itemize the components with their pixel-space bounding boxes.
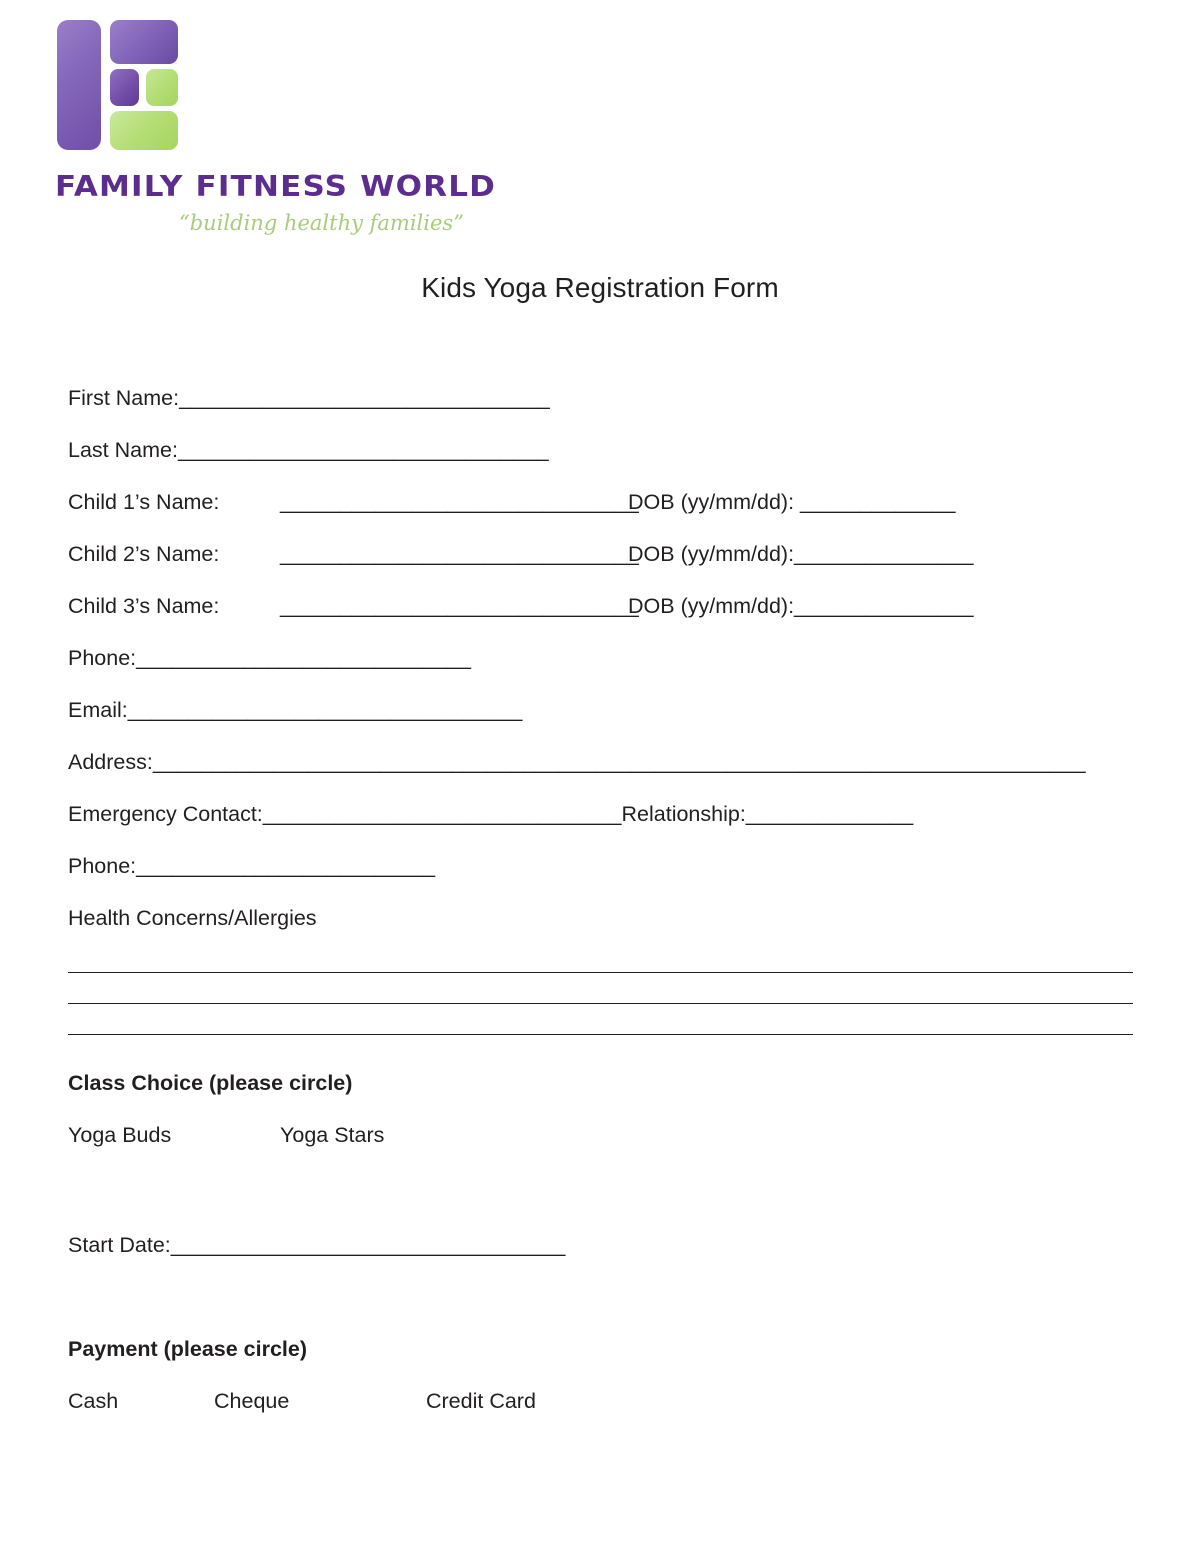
health-concerns-label: Health Concerns/Allergies (68, 906, 317, 930)
logo-tile-small-purple (110, 69, 139, 106)
address-label: Address: (68, 750, 153, 774)
last-name-input-rule[interactable]: _______________________________ (177, 438, 549, 462)
child-1-dob-input-rule[interactable]: _____________ (794, 490, 956, 514)
class-choice-options (68, 1123, 1138, 1175)
relationship-label: Relationship: (621, 802, 746, 826)
field-row-address (68, 752, 1138, 804)
address-input-rule[interactable]: ______________________________________________________________________________ (152, 750, 1086, 774)
health-concerns-line-2[interactable] (68, 1003, 1133, 1004)
first-name-input-rule[interactable]: _______________________________ (179, 386, 550, 410)
child-3-dob-input-rule[interactable]: _______________ (794, 594, 974, 618)
logo-mark-icon (55, 18, 180, 151)
company-logo (55, 18, 497, 235)
child-1-name-label: Child 1’s Name: (68, 490, 220, 514)
class-option-yoga-stars[interactable]: Yoga Stars (280, 1123, 385, 1147)
field-row-emergency-phone (68, 856, 1138, 908)
logo-tile-small-green (146, 69, 178, 106)
child-2-name-label: Child 2’s Name: (68, 542, 220, 566)
field-row-child-3 (68, 596, 1138, 648)
logo-tile-tall-purple (57, 20, 101, 150)
payment-options (68, 1389, 1138, 1441)
form-fields (68, 388, 1138, 1441)
page-title: Kids Yoga Registration Form (421, 272, 779, 303)
logo-tile-wide-purple-top (110, 20, 178, 64)
email-input-rule[interactable]: _________________________________ (127, 698, 523, 722)
payment-option-cash[interactable]: Cash (68, 1389, 119, 1413)
child-1-dob-label: DOB (yy/mm/dd): (628, 490, 795, 514)
emergency-contact-input-rule[interactable]: ______________________________ (262, 802, 622, 826)
child-2-name-input-rule[interactable]: ______________________________ (280, 542, 639, 566)
logo-tile-wide-green-bottom (110, 111, 178, 150)
health-concerns-write-area (68, 972, 1138, 1035)
phone-label: Phone: (68, 646, 137, 670)
payment-heading: Payment (please circle) (68, 1337, 308, 1361)
logo-tagline: “building healthy families” (179, 211, 464, 235)
health-concerns-line-3[interactable] (68, 1034, 1133, 1035)
field-row-first-name (68, 388, 1138, 440)
child-1-name-input-rule[interactable]: ______________________________ (280, 490, 639, 514)
phone-input-rule[interactable]: ____________________________ (136, 646, 471, 670)
emergency-phone-label: Phone: (68, 854, 137, 878)
payment-option-cheque[interactable]: Cheque (214, 1389, 290, 1413)
last-name-label: Last Name: (68, 438, 178, 462)
emergency-contact-label: Emergency Contact: (68, 802, 263, 826)
class-option-yoga-buds[interactable]: Yoga Buds (68, 1123, 172, 1147)
logo-wordmark: FAMILY FITNESS WORLD (55, 170, 497, 204)
start-date-label: Start Date: (68, 1233, 171, 1257)
emergency-phone-input-rule[interactable]: _________________________ (136, 854, 436, 878)
email-label: Email: (68, 698, 128, 722)
health-concerns-line-1[interactable] (68, 972, 1133, 973)
field-row-emergency-contact (68, 804, 1138, 856)
child-3-name-label: Child 3’s Name: (68, 594, 220, 618)
field-row-phone (68, 648, 1138, 700)
class-choice-heading: Class Choice (please circle) (68, 1071, 353, 1095)
first-name-label: First Name: (68, 386, 180, 410)
child-3-dob-label: DOB (yy/mm/dd): (628, 594, 795, 618)
start-date-input-rule[interactable]: _________________________________ (170, 1233, 566, 1257)
field-row-child-1 (68, 492, 1138, 544)
child-2-dob-label: DOB (yy/mm/dd): (628, 542, 795, 566)
payment-option-credit-card[interactable]: Credit Card (426, 1389, 536, 1413)
field-row-health-concerns (68, 908, 1138, 960)
field-row-email (68, 700, 1138, 752)
field-row-child-2 (68, 544, 1138, 596)
field-row-start-date (68, 1235, 1138, 1287)
relationship-input-rule[interactable]: ______________ (745, 802, 914, 826)
field-row-last-name (68, 440, 1138, 492)
child-2-dob-input-rule[interactable]: _______________ (794, 542, 974, 566)
child-3-name-input-rule[interactable]: ______________________________ (280, 594, 639, 618)
